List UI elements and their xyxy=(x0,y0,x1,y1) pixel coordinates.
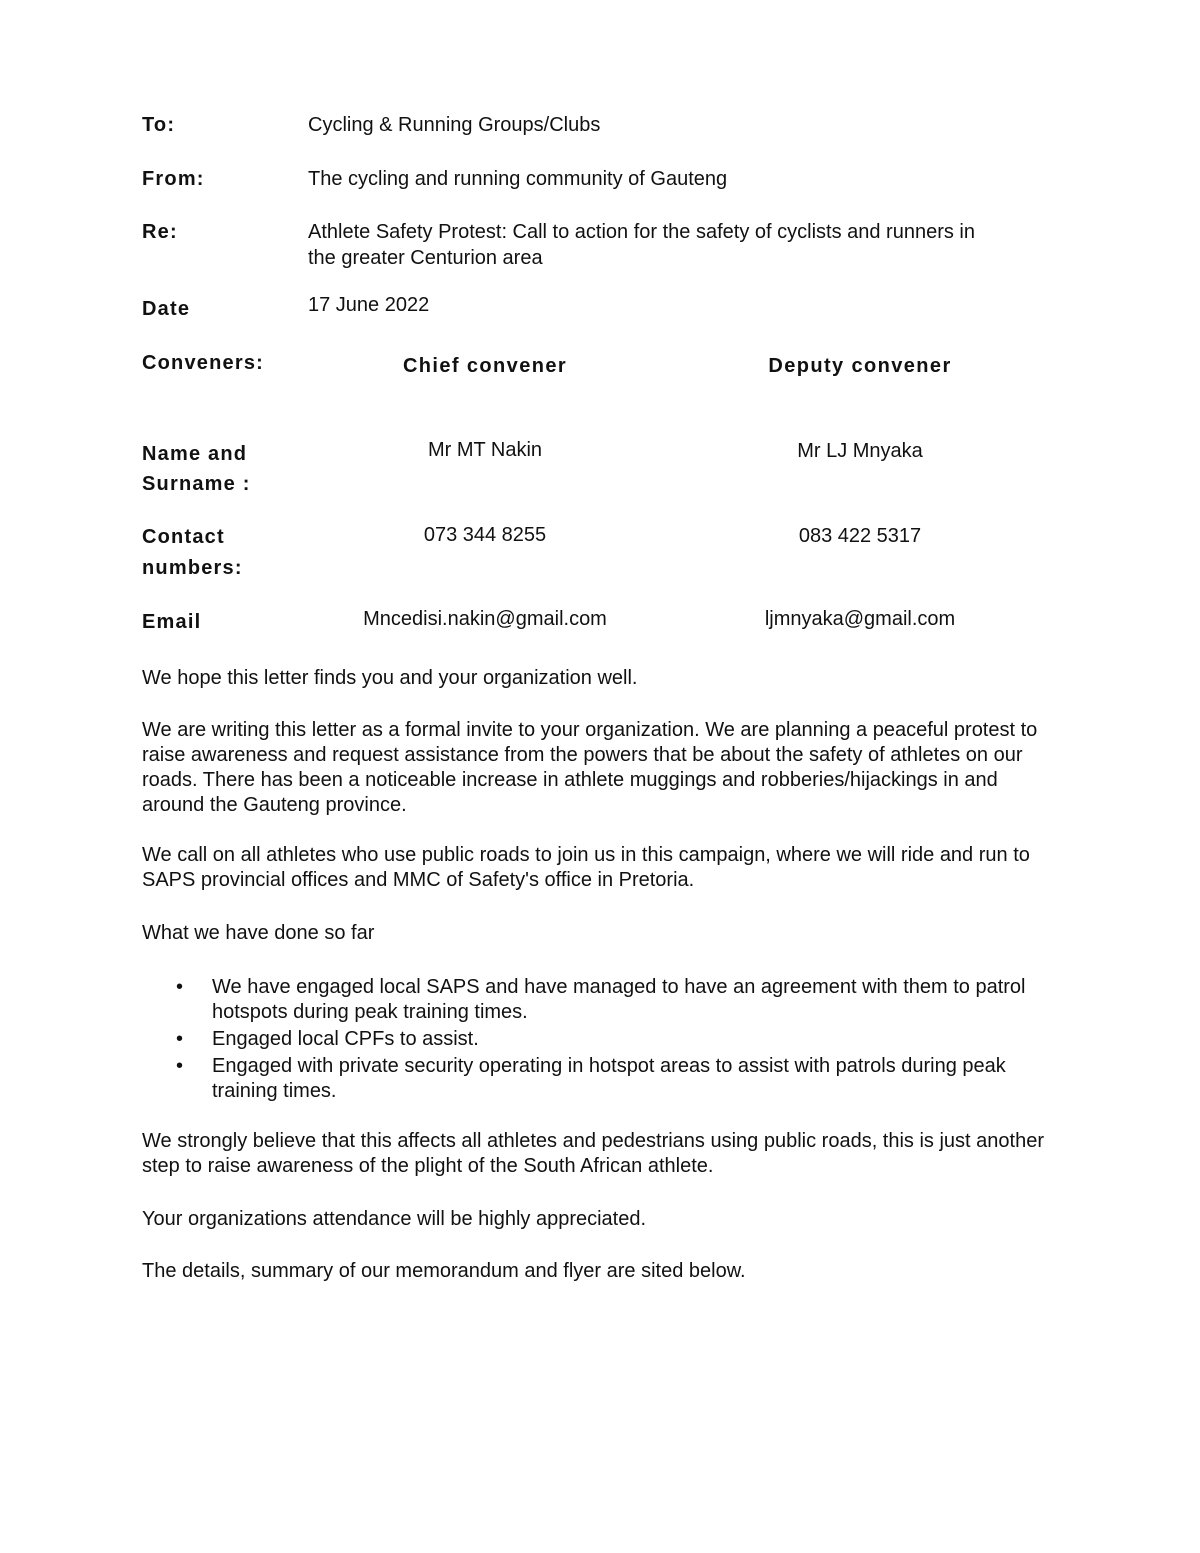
list-item-text: Engaged with private security operating in hotspot areas to assist with patrols during peak training times. xyxy=(212,1055,1006,1102)
date-label: Date xyxy=(142,298,191,320)
paragraph-belief: We strongly believe that this affects all athletes and pedestrians using public roads, this is just another step to raise awareness of the plight of the South African athlete. xyxy=(142,1130,1044,1177)
chief-email: Mncedisi.nakin@gmail.com xyxy=(363,608,607,630)
name-label-line2: Surname : xyxy=(142,473,251,495)
to-value: Cycling & Running Groups/Clubs xyxy=(308,114,601,136)
deputy-convener-heading: Deputy convener xyxy=(768,355,952,377)
re-value-line2: the greater Centurion area xyxy=(308,247,543,269)
chief-convener-heading: Chief convener xyxy=(402,355,568,377)
list-item xyxy=(142,1027,1042,1052)
progress-list xyxy=(142,975,1042,1106)
bullet-icon: • xyxy=(176,1028,184,1050)
re-value-line1: Athlete Safety Protest: Call to action for the safety of cyclists and runners in xyxy=(308,221,975,243)
date-value: 17 June 2022 xyxy=(308,294,430,316)
chief-contact: 073 344 8255 xyxy=(423,524,547,546)
to-label: To: xyxy=(142,114,176,136)
list-item-text: Engaged local CPFs to assist. xyxy=(212,1028,479,1050)
paragraph-details: The details, summary of our memorandum and flyer are sited below. xyxy=(142,1260,746,1282)
contact-label-line1: Contact xyxy=(142,526,225,548)
from-value: The cycling and running community of Gauteng xyxy=(308,168,728,190)
deputy-contact: 083 422 5317 xyxy=(798,525,922,547)
re-label: Re: xyxy=(142,221,178,243)
paragraph-call: We call on all athletes who use public roads to join us in this campaign, where we will ride and run to SAPS provincial offices and MMC of Safety's office in Pretoria. xyxy=(142,844,1030,891)
conveners-label: Conveners: xyxy=(142,352,265,374)
paragraph-attendance: Your organizations attendance will be highly appreciated. xyxy=(142,1208,647,1230)
paragraph-greeting: We hope this letter finds you and your organization well. xyxy=(142,667,638,689)
deputy-email: ljmnyaka@gmail.com xyxy=(764,608,956,630)
paragraph-invite: We are writing this letter as a formal invite to your organization. We are planning a peaceful protest to raise awareness and request assistance from the powers that be about the safety of athletes on our roads. There has been a noticeable increase in athlete muggings and robberies/hijackings in and around the Gauteng province. xyxy=(142,719,1038,816)
list-item-text: We have engaged local SAPS and have managed to have an agreement with them to patrol hotspots during peak training times. xyxy=(212,976,1026,1023)
contact-label-line2: numbers: xyxy=(142,557,243,579)
email-label: Email xyxy=(142,611,202,633)
paragraph-progress-heading: What we have done so far xyxy=(142,922,375,944)
chief-name: Mr MT Nakin xyxy=(427,439,543,461)
bullet-icon: • xyxy=(176,976,184,998)
from-label: From: xyxy=(142,168,205,190)
list-item xyxy=(142,1054,1042,1104)
list-item xyxy=(142,975,1042,1025)
deputy-name: Mr LJ Mnyaka xyxy=(797,440,923,462)
bullet-icon: • xyxy=(176,1055,184,1077)
name-label-line1: Name and xyxy=(142,443,248,465)
